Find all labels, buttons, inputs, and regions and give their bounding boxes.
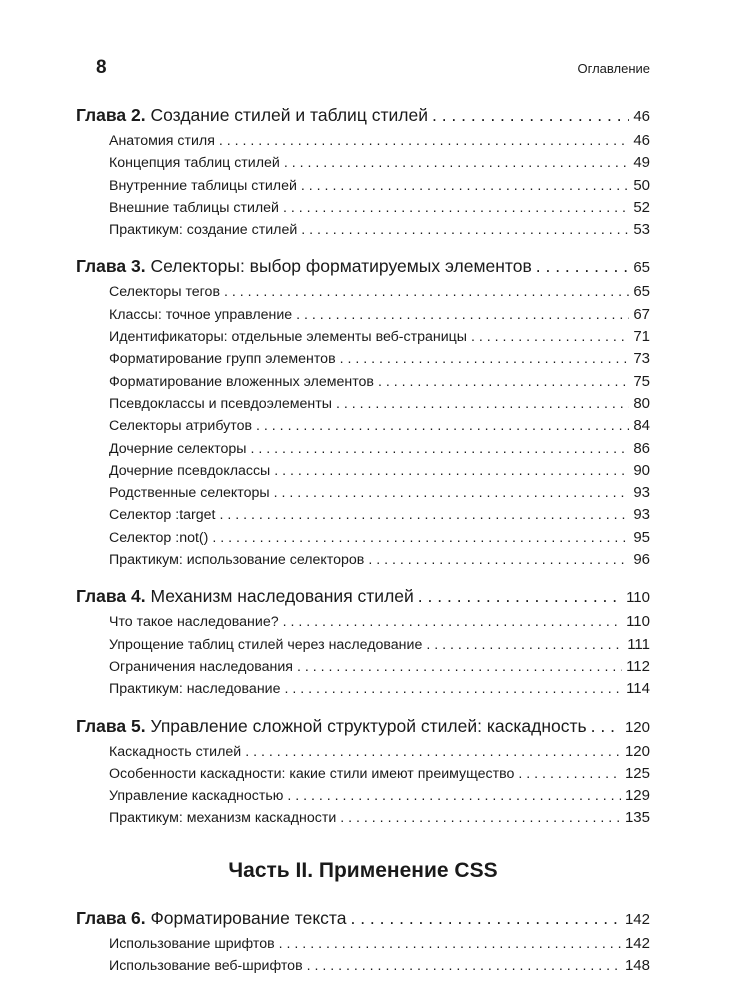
toc-chapter-entry[interactable] — [76, 584, 650, 610]
book-page — [76, 0, 650, 1000]
chapter-title-text: Механизм наследования стилей — [150, 586, 414, 607]
section-page-number: 111 — [627, 635, 650, 653]
running-head: Оглавление — [577, 61, 650, 76]
section-page-number: 73 — [633, 350, 650, 368]
toc-section-entry[interactable] — [76, 281, 650, 303]
toc-section-entry[interactable] — [76, 504, 650, 526]
toc-section-entry[interactable] — [76, 678, 650, 700]
toc-section-entry[interactable] — [76, 611, 650, 633]
section-title: Упрощение таблиц стилей через наследование — [109, 636, 423, 653]
chapter-title — [76, 254, 532, 278]
dot-leader — [418, 584, 622, 608]
section-title: Родственные селекторы — [109, 485, 270, 502]
chapter-title — [76, 584, 414, 608]
dot-leader — [284, 679, 622, 700]
dot-leader — [287, 786, 621, 807]
chapter-page-number: 65 — [633, 259, 650, 277]
chapter-label: Глава 4. — [76, 586, 146, 607]
dot-leader — [274, 461, 629, 482]
toc-section-entry[interactable] — [76, 304, 650, 326]
dot-leader — [340, 808, 621, 829]
section-title: Использование шрифтов — [109, 935, 275, 952]
dot-leader — [297, 657, 622, 678]
chapter-title-text: Управление сложной структурой стилей: каскадность — [150, 715, 587, 736]
section-title: Практикум: наследование — [109, 681, 281, 698]
dot-leader — [274, 483, 630, 504]
dot-leader — [212, 528, 629, 549]
toc-chapter-block — [76, 584, 650, 700]
section-title: Классы: точное управление — [109, 306, 293, 323]
toc-section-entry[interactable] — [76, 763, 650, 785]
toc-section-entry[interactable] — [76, 130, 650, 152]
dot-leader — [336, 394, 629, 415]
dot-leader — [591, 714, 621, 738]
section-title: Практикум: создание стилей — [109, 222, 298, 239]
section-page-number: 67 — [633, 305, 650, 323]
table-of-contents — [76, 103, 650, 990]
toc-section-entry[interactable] — [76, 348, 650, 370]
chapter-label: Глава 2. — [76, 105, 146, 125]
section-page-number: 142 — [624, 934, 650, 952]
toc-section-entry[interactable] — [76, 460, 650, 482]
toc-chapter-entry[interactable] — [76, 906, 650, 932]
section-page-number: 75 — [633, 372, 650, 390]
section-page-number: 90 — [633, 461, 650, 479]
section-title: Дочерние псевдоклассы — [109, 462, 271, 479]
section-page-number: 53 — [633, 221, 650, 239]
section-title: Каскадность стилей — [109, 743, 242, 760]
section-title: Идентификаторы: отдельные элементы веб-страницы — [109, 329, 467, 346]
section-page-number: 110 — [626, 613, 650, 631]
section-page-number: 120 — [624, 742, 650, 760]
section-page-number: 65 — [633, 283, 650, 301]
dot-leader — [536, 254, 630, 278]
toc-chapter-block — [76, 254, 650, 571]
section-page-number: 52 — [633, 198, 650, 216]
toc-section-entry[interactable] — [76, 438, 650, 460]
dot-leader — [279, 934, 621, 955]
dot-leader — [301, 220, 629, 241]
section-title: Ограничения наследования — [109, 658, 293, 675]
chapter-page-number: 120 — [624, 718, 650, 736]
toc-section-entry[interactable] — [76, 933, 650, 955]
dot-leader — [518, 764, 621, 785]
section-title: Форматирование вложенных элементов — [109, 373, 374, 390]
toc-section-entry[interactable] — [76, 527, 650, 549]
section-title: Анатомия стиля — [109, 133, 215, 149]
toc-section-entry[interactable] — [76, 175, 650, 197]
chapter-page-number: 142 — [624, 910, 650, 928]
dot-leader — [432, 103, 629, 127]
dot-leader — [245, 742, 621, 763]
section-page-number: 129 — [624, 787, 650, 805]
section-title: Селекторы тегов — [109, 284, 220, 301]
toc-section-entry[interactable] — [76, 785, 650, 807]
section-page-number: 49 — [633, 154, 650, 172]
toc-section-entry[interactable] — [76, 326, 650, 348]
section-page-number: 114 — [626, 680, 650, 698]
page-header — [76, 55, 650, 81]
part-heading: Часть II. Применение CSS — [228, 858, 498, 882]
section-title: Использование веб-шрифтов — [109, 958, 303, 975]
section-title: Селектор :not() — [109, 529, 209, 546]
toc-section-entry[interactable] — [76, 807, 650, 829]
toc-section-entry[interactable] — [76, 152, 650, 174]
section-page-number: 93 — [633, 484, 650, 502]
dot-leader — [301, 176, 629, 197]
dot-leader — [426, 635, 623, 656]
section-page-number: 86 — [633, 439, 650, 457]
toc-section-entry[interactable] — [76, 219, 650, 241]
dot-leader — [378, 372, 629, 393]
dot-leader — [283, 612, 622, 633]
section-title: Практикум: использование селекторов — [109, 552, 365, 569]
dot-leader — [307, 956, 621, 977]
section-title: Концепция таблиц стилей — [109, 155, 280, 172]
section-title: Особенности каскадности: какие стили имеют преимущество — [109, 765, 515, 782]
section-page-number: 50 — [633, 176, 650, 194]
chapter-title-text: Форматирование текста — [150, 907, 347, 928]
section-title: Что такое наследование? — [109, 614, 279, 631]
section-title: Селекторы атрибутов — [109, 418, 253, 435]
section-page-number: 93 — [633, 506, 650, 524]
section-page-number: 125 — [624, 764, 650, 782]
dot-leader — [283, 198, 629, 219]
toc-section-entry[interactable] — [76, 415, 650, 437]
toc-section-entry[interactable] — [76, 482, 650, 504]
dot-leader — [250, 439, 629, 460]
section-title: Дочерние селекторы — [109, 440, 247, 457]
dot-leader — [284, 153, 630, 174]
section-page-number: 96 — [633, 551, 650, 569]
section-page-number: 112 — [626, 657, 650, 675]
chapter-title — [76, 906, 346, 930]
toc-chapter-entry[interactable] — [76, 254, 650, 280]
chapter-title-text: Селекторы: выбор форматируемых элементов — [150, 256, 532, 277]
toc-chapter-block — [76, 906, 650, 978]
toc-section-entry[interactable] — [76, 955, 650, 977]
dot-leader — [256, 416, 629, 437]
toc-section-entry[interactable] — [76, 371, 650, 393]
toc-chapter-entry[interactable] — [76, 714, 650, 740]
dot-leader — [368, 550, 629, 571]
section-title: Псевдоклассы и псевдоэлементы — [109, 395, 332, 412]
section-page-number: 148 — [624, 957, 650, 975]
toc-section-entry[interactable] — [76, 197, 650, 219]
toc-chapters-part-1 — [76, 103, 650, 830]
dot-leader — [219, 131, 629, 152]
chapter-title — [76, 103, 428, 127]
toc-section-entry[interactable] — [76, 549, 650, 571]
section-title: Управление каскадностью — [109, 788, 284, 805]
chapter-page-number: 110 — [626, 589, 650, 607]
toc-section-entry[interactable] — [76, 741, 650, 763]
toc-section-entry[interactable] — [76, 393, 650, 415]
chapter-label: Глава 6. — [76, 907, 146, 928]
section-page-number: 135 — [624, 809, 650, 827]
chapter-label: Глава 3. — [76, 256, 146, 277]
chapter-label: Глава 5. — [76, 715, 146, 736]
dot-leader — [340, 349, 630, 370]
toc-chapters-part-2 — [76, 906, 650, 978]
toc-section-entry[interactable] — [76, 634, 650, 656]
toc-chapter-block — [76, 714, 650, 830]
page-number: 8 — [96, 57, 107, 78]
toc-chapter-block — [76, 103, 650, 241]
section-page-number: 95 — [633, 528, 650, 546]
dot-leader — [471, 327, 629, 348]
section-title: Внутренние таблицы стилей — [109, 177, 297, 194]
chapter-title — [76, 714, 587, 738]
section-title: Форматирование групп элементов — [109, 351, 336, 368]
section-title: Внешние таблицы стилей — [109, 199, 279, 216]
section-title: Практикум: механизм каскадности — [109, 810, 337, 827]
section-title: Селектор :target — [109, 507, 216, 524]
section-page-number: 46 — [633, 132, 650, 149]
toc-section-entry[interactable] — [76, 656, 650, 678]
dot-leader — [296, 305, 629, 326]
section-page-number: 80 — [633, 394, 650, 412]
dot-leader — [219, 505, 629, 526]
chapter-title-text: Создание стилей и таблиц стилей — [150, 105, 428, 125]
section-page-number: 71 — [633, 328, 650, 346]
dot-leader — [224, 282, 629, 303]
section-page-number: 84 — [633, 417, 650, 435]
dot-leader — [350, 906, 620, 930]
toc-chapter-entry[interactable] — [76, 103, 650, 129]
chapter-page-number: 46 — [633, 108, 650, 125]
